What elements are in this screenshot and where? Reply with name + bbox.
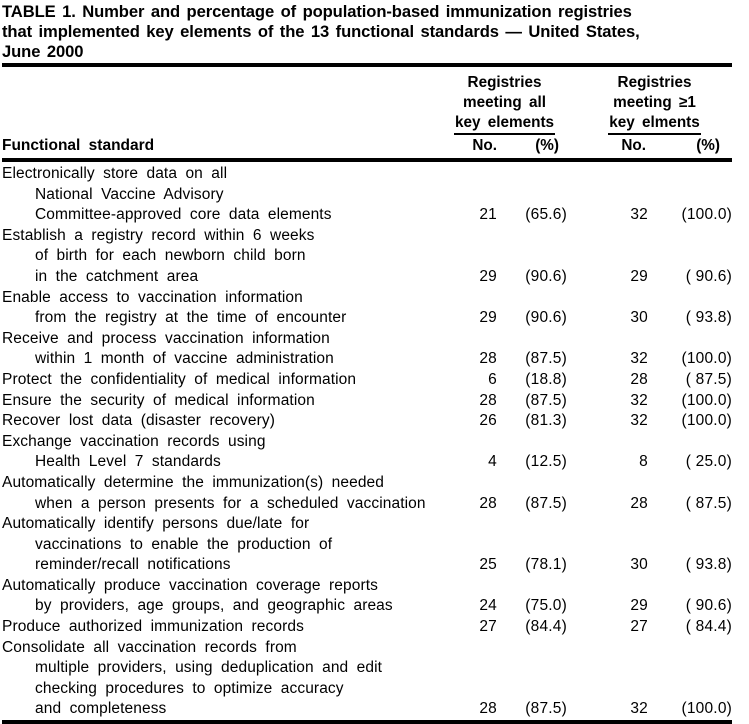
table-row [2,473,732,514]
row-label-line: Recover lost data (disaster recovery) [2,412,275,430]
table-row [2,288,732,329]
pct-all-cell: (78.1) [525,556,567,574]
pct-ge1-cell: ( 90.6) [685,597,732,615]
row-label-line: Establish a registry record within 6 weeks [2,226,315,244]
no-header-all: No. [472,137,497,154]
row-label [2,288,442,329]
pct-ge1-cell: (100.0) [681,700,732,718]
row-label-line: Enable access to vaccination information [2,288,303,306]
row-label-line: from the registry at the time of encounter [35,309,347,327]
pct-ge1-cell: (100.0) [681,206,732,224]
row-label [2,164,442,226]
pct-all-cell: (87.5) [525,494,567,512]
row-label-line: vaccinations to enable the production of [35,535,333,553]
pct-all-cell: (90.6) [525,267,567,285]
row-label-line: when a person presents for a scheduled vaccination [35,494,426,512]
table-row [2,164,732,226]
group-ge1-line-3 [577,113,732,135]
title-line-2: that implemented key elements of the 13 functional standards — United States, [2,22,640,41]
row-label [2,370,442,391]
pct-ge1-cell: (100.0) [681,350,732,368]
row-label-line: Produce authorized immunization records [2,618,304,636]
table-row [2,411,732,432]
no-ge1-cell: 29 [630,597,648,615]
pct-all-cell: (87.5) [525,350,567,368]
row-label-line: Committee-approved core data elements [35,206,332,224]
table-row [2,514,732,576]
row-label-line: Protect the confidentiality of medical information [2,370,357,388]
pct-all-cell: (87.5) [525,700,567,718]
no-all-cell: 21 [479,206,497,224]
group-all-underlined-text: key elements [454,113,555,135]
table-row [2,391,732,412]
no-all-cell: 26 [479,412,497,430]
group-all-subheader [442,136,567,156]
row-label-line: Ensure the security of medical information [2,391,315,409]
table-row [2,329,732,370]
row-label-line: reminder/recall notifications [35,556,231,574]
no-all-cell: 29 [479,267,497,285]
row-label-line: and completeness [35,700,167,718]
no-ge1-cell: 30 [630,309,648,327]
group-all-line-1: Registries [467,74,542,91]
no-all-cell: 29 [479,309,497,327]
pct-all-cell: (81.3) [525,412,567,430]
row-label-line: Automatically determine the immunization(s) needed [2,473,384,491]
no-ge1-cell: 28 [630,494,648,512]
row-label [2,391,442,412]
row-label-line: Electronically store data on all [2,165,228,182]
no-ge1-cell: 30 [630,556,648,574]
no-ge1-cell: 32 [630,700,648,718]
table-row [2,432,732,473]
pct-ge1-cell: ( 87.5) [685,370,732,388]
title-line-1: TABLE 1. Number and percentage of population-based immunization registries [2,2,632,21]
row-label-line: Consolidate all vaccination records from [2,638,297,656]
pct-ge1-cell: ( 90.6) [685,267,732,285]
column-group-meeting-all [442,73,567,156]
pct-ge1-cell: ( 87.5) [685,494,732,512]
row-label-line: Health Level 7 standards [35,453,221,471]
row-label [2,576,442,617]
no-all-cell: 28 [479,700,497,718]
row-label-line: National Vaccine Advisory [35,185,224,203]
no-ge1-cell: 32 [630,391,648,409]
pct-all-cell: (90.6) [525,309,567,327]
table-title [2,2,732,62]
no-ge1-cell: 32 [630,350,648,368]
pct-header-all: (%) [535,137,559,154]
no-header-ge1: No. [621,137,646,154]
table-header [2,67,732,158]
row-label [2,617,442,638]
no-ge1-cell: 27 [630,618,648,636]
row-label-line: within 1 month of vaccine administration [35,350,334,368]
group-all-line-3 [442,113,567,135]
column-group-all-lines [442,73,567,135]
pct-all-cell: (18.8) [525,370,567,388]
bottom-rule [2,720,732,724]
row-label-line: by providers, age groups, and geographic areas [35,597,393,615]
column-group-meeting-ge1 [567,73,732,156]
group-ge1-line-1: Registries [617,74,692,91]
table-row [2,370,732,391]
no-ge1-cell: 8 [639,453,648,471]
column-group-ge1-lines [577,73,732,135]
group-ge1-underlined-text: key elments [608,113,701,135]
pct-ge1-cell: (100.0) [681,412,732,430]
pct-all-cell: (87.5) [525,391,567,409]
functional-standard-header: Functional standard [2,137,155,154]
no-all-cell: 28 [479,494,497,512]
pct-all-cell: (75.0) [525,597,567,615]
row-label-line: Exchange vaccination records using [2,432,266,450]
row-label-line: of birth for each newborn child born [35,247,306,265]
group-ge1-subheader [567,136,732,156]
pct-ge1-cell: ( 93.8) [685,309,732,327]
row-label [2,473,442,514]
pct-ge1-cell: ( 93.8) [685,556,732,574]
table-body [2,162,732,720]
pct-ge1-cell: ( 84.4) [685,618,732,636]
row-label-line: checking procedures to optimize accuracy [35,679,344,697]
pct-ge1-cell: ( 25.0) [685,453,732,471]
row-label-line: Automatically produce vaccination coverage reports [2,576,378,594]
pct-all-cell: (12.5) [525,453,567,471]
row-label-line: in the catchment area [35,267,199,285]
row-label-line: Receive and process vaccination information [2,329,330,347]
no-ge1-cell: 32 [630,206,648,224]
no-all-cell: 28 [479,391,497,409]
row-label [2,638,442,720]
no-ge1-cell: 28 [630,370,648,388]
no-ge1-cell: 32 [630,412,648,430]
no-all-cell: 28 [479,350,497,368]
row-label [2,411,442,432]
no-ge1-cell: 29 [630,267,648,285]
row-label [2,226,442,288]
pct-all-cell: (65.6) [525,206,567,224]
row-label [2,432,442,473]
row-label-line: multiple providers, using deduplication and edit [35,659,383,677]
group-all-line-2: meeting all [463,94,546,111]
no-all-cell: 25 [479,556,497,574]
table-row [2,226,732,288]
title-line-3: June 2000 [2,42,84,61]
pct-header-ge1: (%) [696,137,720,154]
group-ge1-line-2: meeting ≥1 [613,94,696,111]
no-all-cell: 4 [488,453,497,471]
pct-ge1-cell: (100.0) [681,391,732,409]
row-label [2,514,442,576]
table-row [2,638,732,720]
no-all-cell: 24 [479,597,497,615]
pct-all-cell: (84.4) [525,618,567,636]
table-row [2,576,732,617]
table-row [2,617,732,638]
no-all-cell: 27 [479,618,497,636]
no-all-cell: 6 [488,370,497,388]
row-label-line: Automatically identify persons due/late for [2,515,310,533]
row-label [2,329,442,370]
